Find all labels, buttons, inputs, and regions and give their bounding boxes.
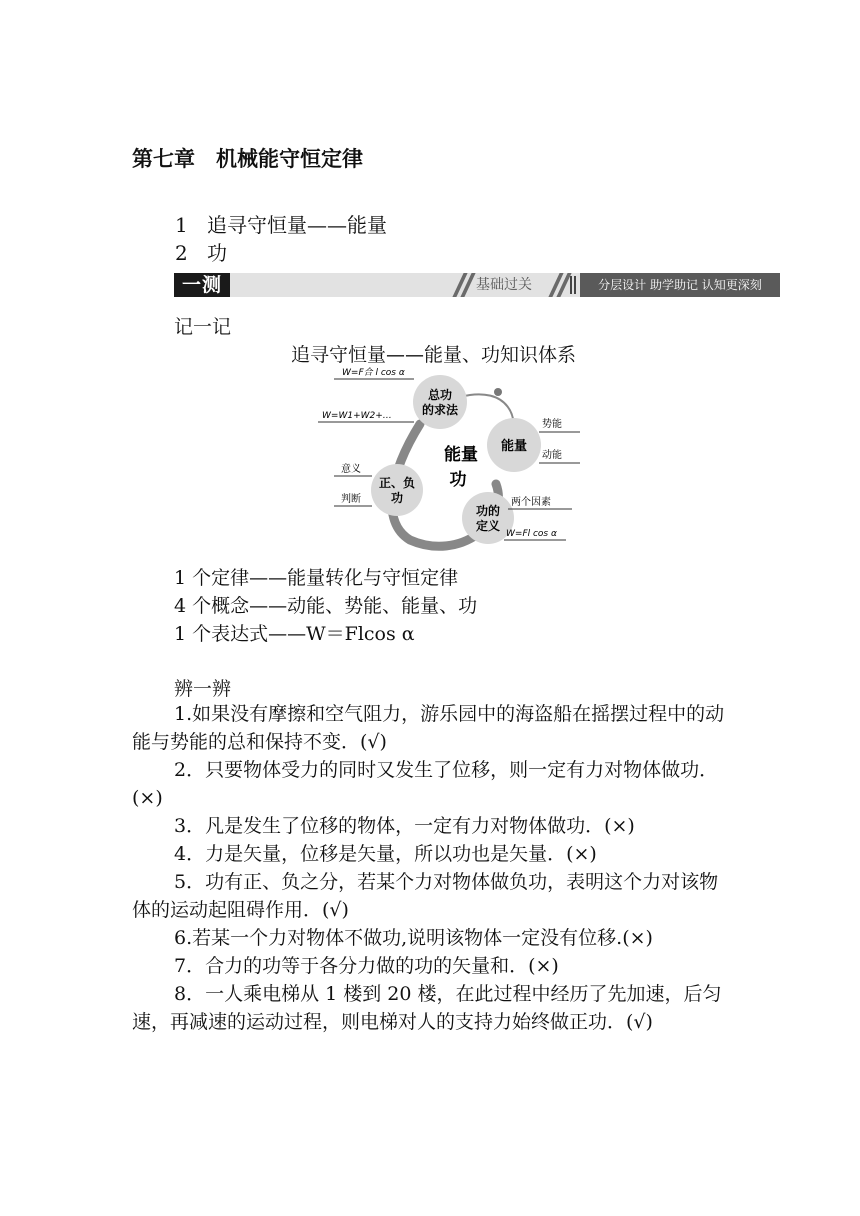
judgement-item bbox=[132, 840, 732, 868]
judgement-item-text: 8．一人乘电梯从 1 楼到 20 楼，在此过程中经历了先加速，后匀速，再减速的运动过程，则电梯对人的支持力始终做正功．(√) bbox=[132, 983, 722, 1033]
section-number: 2 bbox=[175, 241, 188, 265]
loop-dot bbox=[494, 388, 502, 396]
label-potential: 势能 bbox=[542, 419, 562, 430]
judgement-item bbox=[132, 700, 732, 756]
label-two-factors: 两个因素 bbox=[511, 497, 551, 508]
formula-total-1: W=F合 l cos α bbox=[342, 368, 405, 378]
judgement-item bbox=[132, 812, 732, 840]
node-sign-work bbox=[371, 464, 423, 516]
summary-line: 1 个定律——能量转化与守恒定律 bbox=[174, 567, 459, 589]
chapter-title: 第七章 机械能守恒定律 bbox=[132, 147, 363, 171]
banner-right-label: 分层设计 助学助记 认知更深刻 bbox=[580, 273, 780, 297]
node-work-definition-label: 功的 bbox=[475, 504, 501, 518]
formula-total-2: W=W1+W2+… bbox=[322, 411, 392, 421]
summary-line: 4 个概念——动能、势能、能量、功 bbox=[174, 595, 478, 617]
center-label: 能量 bbox=[444, 445, 478, 465]
node-energy-label: 能量 bbox=[500, 439, 528, 454]
knowledge-diagram bbox=[310, 362, 590, 557]
diagram-title: 追寻守恒量——能量、功知识体系 bbox=[291, 344, 577, 366]
judgement-item-text: 3．凡是发生了位移的物体，一定有力对物体做功．(×) bbox=[174, 815, 635, 837]
node-total-work bbox=[413, 375, 467, 429]
node-total-work-label: 的求法 bbox=[421, 403, 459, 417]
judgement-item-text: 1.如果没有摩擦和空气阻力，游乐园中的海盗船在摇摆过程中的动能与势能的总和保持不变．(√) bbox=[132, 703, 725, 753]
node-work-definition-label: 定义 bbox=[475, 519, 501, 533]
banner-divider bbox=[570, 276, 572, 294]
judgement-item-text: 4．力是矢量，位移是矢量，所以功也是矢量．(×) bbox=[174, 843, 597, 865]
judgement-item-text: 7．合力的功等于各分力做的功的矢量和．(×) bbox=[174, 955, 559, 977]
judgement-item-text: 6.若某一个力对物体不做功,说明该物体一定没有位移.(×) bbox=[174, 927, 653, 949]
judgement-item-text: 2．只要物体受力的同时又发生了位移，则一定有力对物体做功．(×) bbox=[132, 759, 719, 809]
bian-heading: 辨一辨 bbox=[174, 678, 232, 700]
section-title: 追寻守恒量——能量 bbox=[207, 213, 387, 237]
judgement-item bbox=[132, 756, 732, 812]
node-total-work-label: 总功 bbox=[427, 388, 453, 402]
judgement-item bbox=[132, 924, 732, 952]
judgement-item bbox=[132, 980, 732, 1036]
node-sign-work-label: 正、负 bbox=[378, 476, 416, 490]
banner-divider bbox=[574, 276, 576, 294]
banner-middle-label: 基础过关 bbox=[476, 277, 532, 293]
section-title: 功 bbox=[207, 241, 227, 265]
label-judge: 判断 bbox=[341, 494, 361, 505]
section-banner bbox=[174, 273, 780, 297]
node-sign-work-label: 功 bbox=[390, 491, 404, 505]
label-meaning: 意义 bbox=[341, 464, 361, 475]
banner-left-label: 一测 bbox=[174, 273, 230, 297]
section-number: 1 bbox=[175, 213, 188, 237]
section-2 bbox=[175, 237, 227, 266]
judgement-item-text: 5．功有正、负之分，若某个力对物体做负功，表明这个力对该物体的运动起阻碍作用．(√) bbox=[132, 871, 719, 921]
judgement-item bbox=[132, 952, 732, 980]
summary-line: 1 个表达式——W＝Flcos α bbox=[174, 623, 415, 645]
formula-definition: W=Fl cos α bbox=[506, 529, 557, 539]
ji-heading: 记一记 bbox=[174, 316, 232, 338]
judgement-item bbox=[132, 868, 732, 924]
label-kinetic: 动能 bbox=[542, 450, 562, 461]
center-label: 功 bbox=[449, 470, 467, 490]
section-1 bbox=[175, 209, 387, 238]
